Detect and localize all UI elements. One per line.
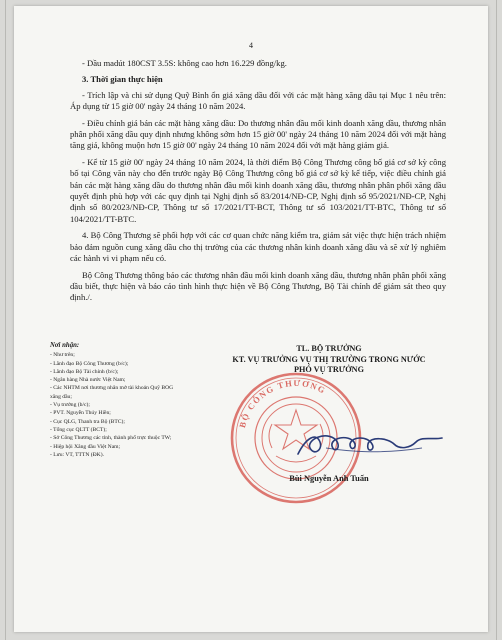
handwritten-signature [292, 418, 452, 468]
body-paragraph: - Điều chỉnh giá bán các mặt hàng xăng dầu: Do thương nhân đầu mối kinh doanh xăng dầu, thương nhân phân phối xăng dầu quy định nhưng không sớm hơn 15 giờ 00' ngày 24 tháng 10 năm 2024 đối với mặt hàng tăng giá, không muộn hơn 15 giờ 00' ngày 24 tháng 10 năm 2024 đối với mặt hàng giảm giá. [70, 117, 446, 151]
recipient-item: - Như trên; [50, 352, 75, 359]
page-number: 4 [249, 41, 253, 50]
section-heading: 3. Thời gian thực hiện [82, 74, 163, 85]
recipient-item: - Hiệp hội Xăng dầu Việt Nam; [50, 443, 121, 450]
seal-text: BỘ CÔNG THƯƠNG [237, 377, 328, 429]
body-paragraph: Bộ Công Thương thông báo các thương nhân đầu mối kinh doanh xăng dầu, thương nhân phân phối xăng dầu biết, thực hiện và báo cáo tình hình thực hiện về Bộ Công Thương, Bộ Tài chính để giám sát theo quy định./. [70, 269, 446, 303]
body-paragraph: - Trích lập và chi sử dụng Quỹ Bình ổn giá xăng dầu đối với các mặt hàng xăng dầu tại Mục 1 nêu trên: Áp dụng từ 15 giờ 00' ngày 24 tháng 10 năm 2024. [70, 89, 446, 112]
body-paragraph: 4. Bộ Công Thương sẽ phối hợp với các cơ quan chức năng kiểm tra, giám sát việc thực hiện trách nhiệm bảo đảm nguồn cung xăng dầu cho thị trường của các thương nhân kinh doanh xăng dầu và sẽ xử lý nghiêm các hành vi vi phạm nếu có. [70, 230, 446, 264]
recipient-item: - Các NHTM nơi thương nhân mở tài khoản Quỹ BOG xăng dầu; [50, 385, 174, 400]
document-body [70, 58, 446, 309]
recipient-item: - PVT. Nguyễn Thúy Hiền; [50, 410, 111, 417]
recipient-item: - Tổng cục QLTT (BCT); [50, 426, 107, 433]
body-paragraph: - Kể từ 15 giờ 00' ngày 24 tháng 10 năm 2024, là thời điểm Bộ Công Thương công bố giá cơ sở kỳ công bố tại Công văn này cho đến trước ngày Bộ Công Thương công bố giá cơ sở kỳ kế tiếp, việc điều chỉnh giá bán các mặt hàng xăng dầu do thương nhân đầu mối kinh doanh xăng dầu, thương nhân phân phối xăng dầu quyết định phù hợp với các quy định tại Nghị định số 83/2014/NĐ-CP, Nghị định số 95/2021/NĐ-CP, Nghị định số 80/2023/NĐ-CP, Thông tư số 17/2021/TT-BCT, Thông tư số 103/2021/TT-BTC, Thông tư số 104/2021/TT-BTC. [70, 156, 446, 224]
recipient-item: - Vụ trưởng (b/c); [50, 402, 90, 409]
signature-line-2: KT. VỤ TRƯỞNG VỤ THỊ TRƯỜNG TRONG NƯỚC [232, 354, 426, 364]
recipients-list [50, 342, 176, 459]
signature-block [204, 344, 454, 483]
signature-line-3: PHÓ VỤ TRƯỞNG [294, 365, 364, 375]
signature-line-1: TL. BỘ TRƯỞNG [296, 344, 362, 353]
body-paragraph: - Dầu madút 180CST 3.5S: không cao hơn 16.229 đồng/kg. [82, 58, 287, 68]
crop-line-right [496, 0, 497, 640]
crop-line-left [5, 0, 6, 640]
document-page [14, 6, 488, 632]
recipient-item: - Lãnh đạo Bộ Công Thương (b/c); [50, 360, 129, 367]
recipients-title: Nơi nhận: [50, 342, 80, 349]
recipient-item: - Cục QLG, Thanh tra Bộ (BTC); [50, 418, 125, 425]
recipient-item: - Sở Công Thương các tỉnh, thành phố trực thuộc TW; [50, 435, 172, 442]
recipient-item: - Lưu: VT, TTTN (ĐK). [50, 451, 104, 458]
recipient-item: - Lãnh đạo Bộ Tài chính (b/c); [50, 368, 119, 375]
signer-name: Bùi Nguyễn Anh Tuấn [289, 474, 369, 483]
recipient-item: - Ngân hàng Nhà nước Việt Nam; [50, 377, 126, 384]
